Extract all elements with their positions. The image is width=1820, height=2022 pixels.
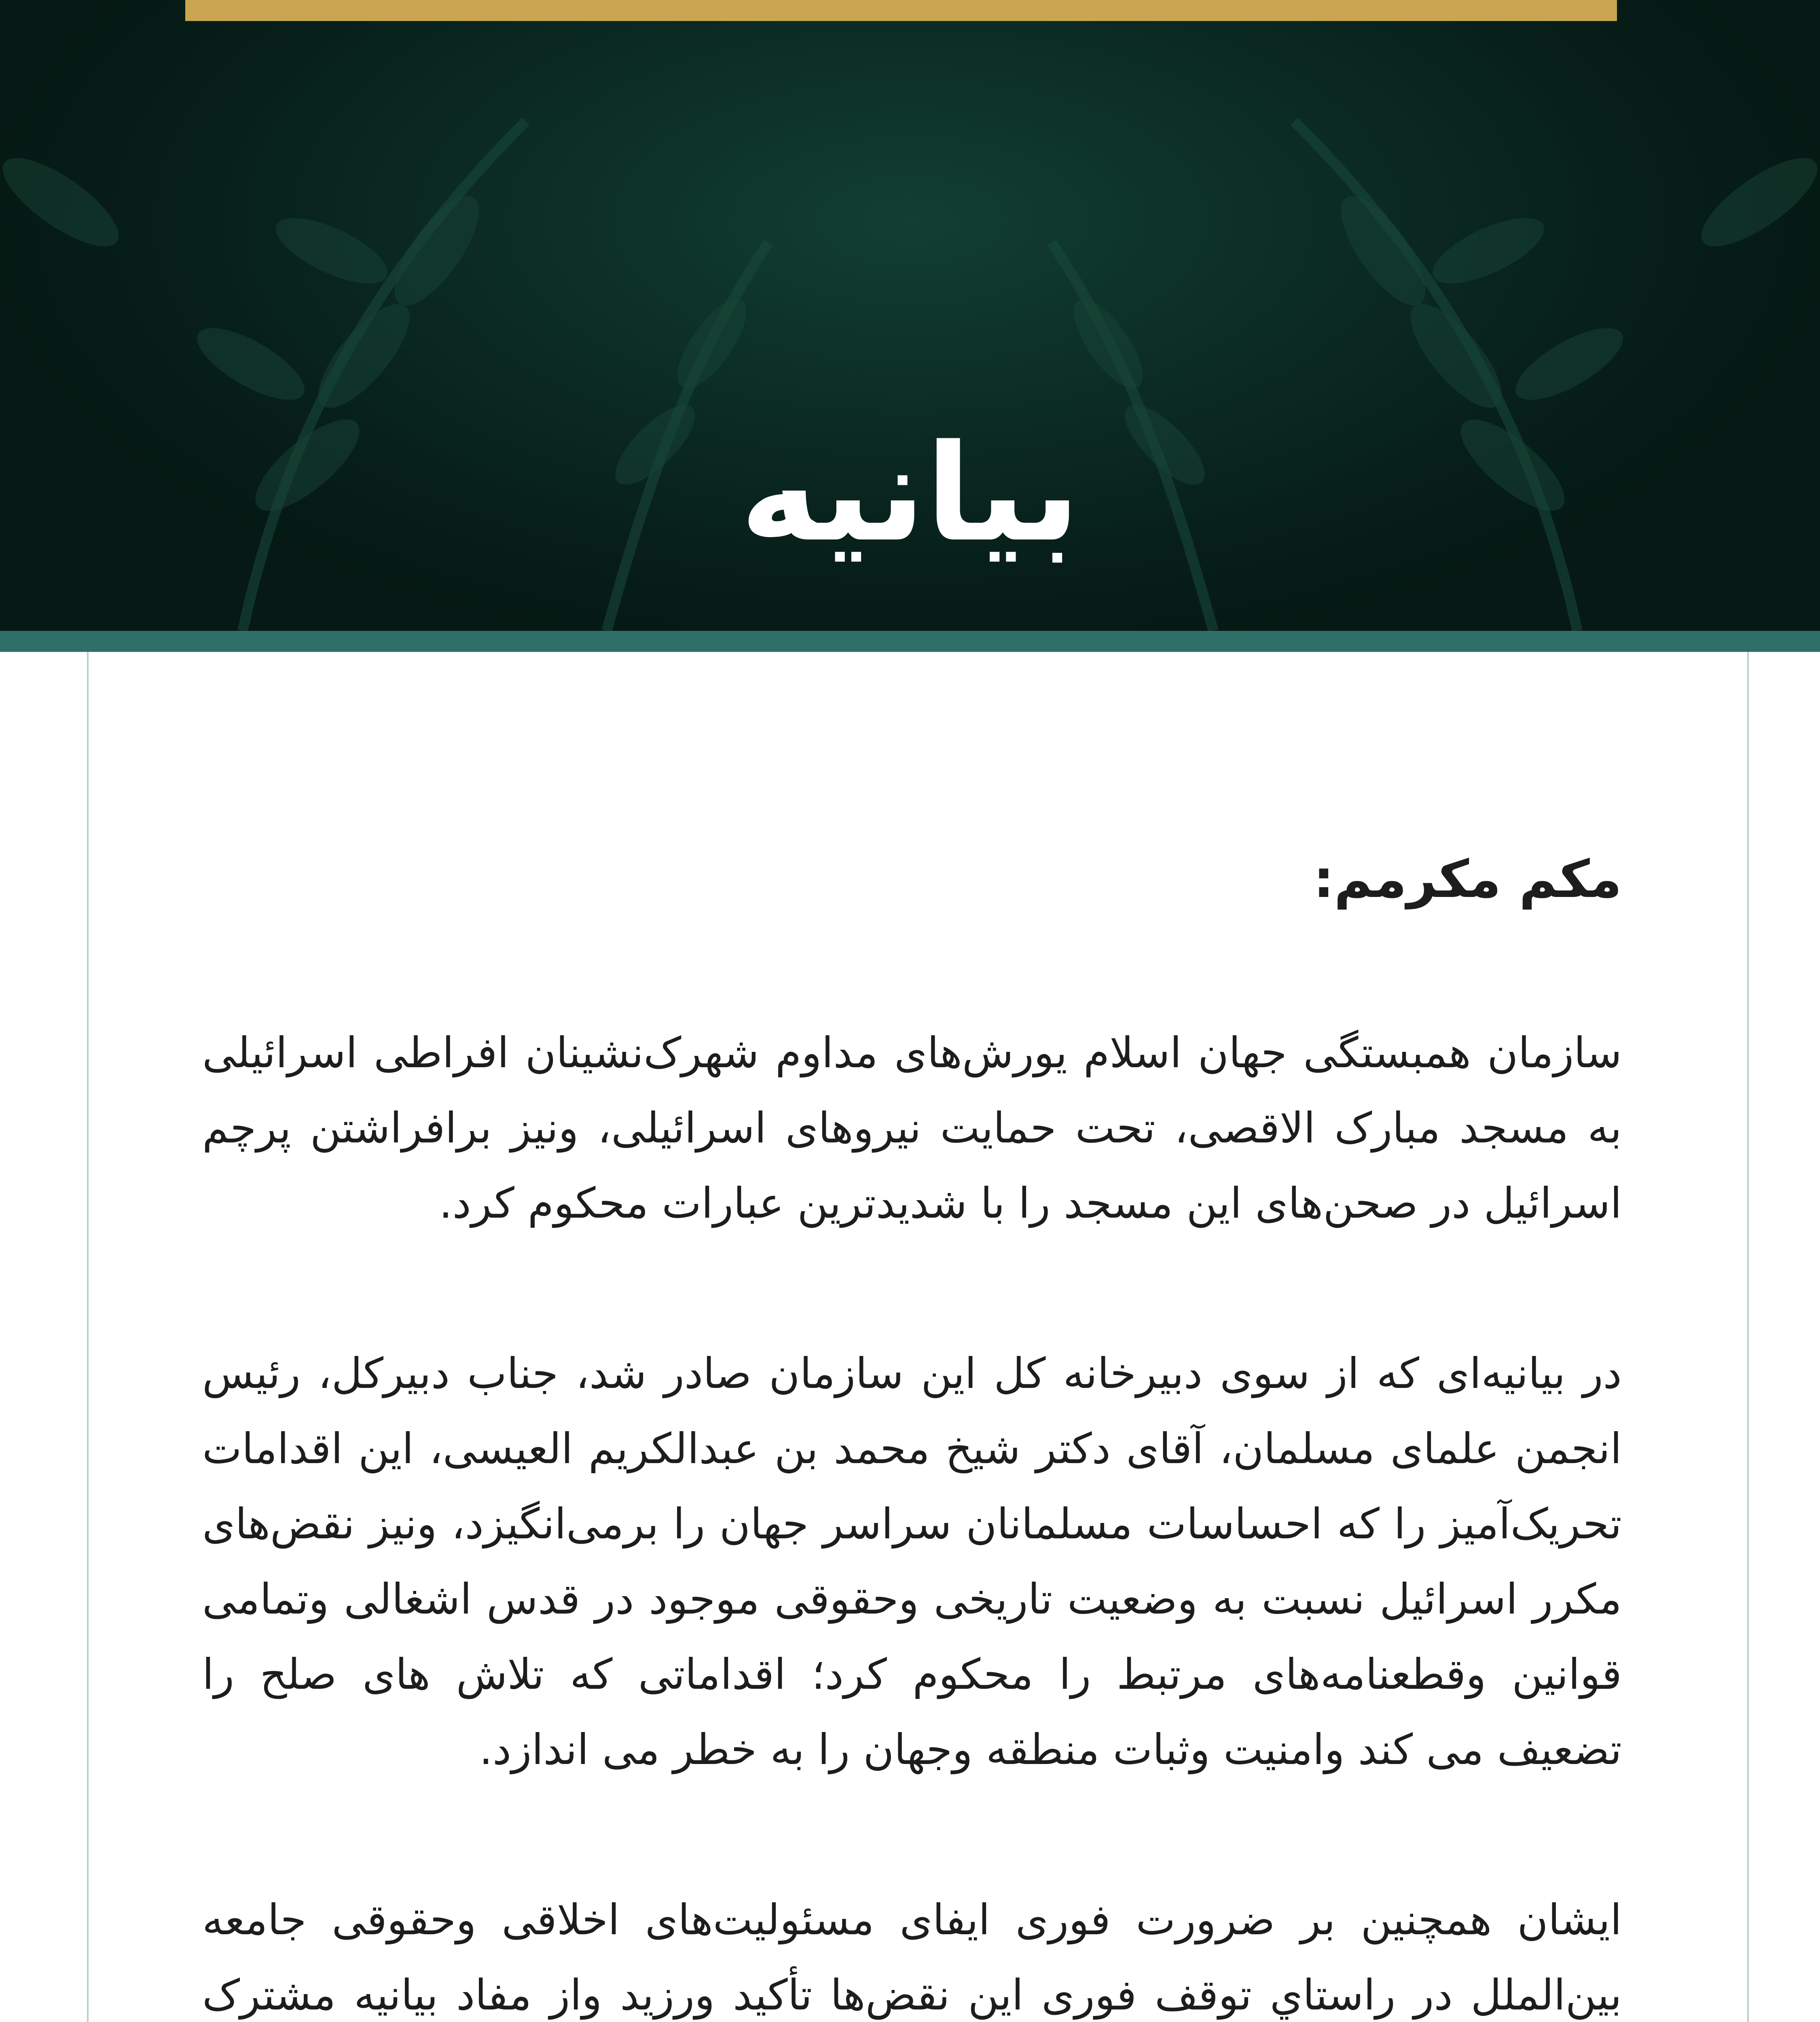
page-title: بيانيه xyxy=(740,416,1080,571)
header-divider-strip xyxy=(0,631,1820,652)
header-banner xyxy=(0,0,1820,631)
gold-top-bar xyxy=(185,0,1617,21)
paragraph-3: ایشان همچنین بر ضرورت فوری ایفای مسئولیت‌های اخلاقی وحقوقی جامعه بین‌الملل در راستاي توقف فوری این نقض‌ها تأکید ورزید واز مفاد بیانیه مشترک xyxy=(202,1895,1622,2020)
frame-line-right xyxy=(1747,652,1749,2022)
salutation: مکم مکرمم: xyxy=(1313,849,1622,909)
statement-body xyxy=(202,841,1622,2022)
paragraph-2: در بیانیه‌ای که از سوی دبیرخانه کل این سازمان صادر شد، جناب دبیرکل، رئیس انجمن علمای مسلمان، آقای دکتر شیخ محمد بن عبدالکریم العیسی، این اقدامات تحریک‌آمیز را که احساسات مسلمانان سراسر جهان را برمی‌انگیزد، ونیز نقض‌های مکرر اسرائیل نسبت به وضعیت تاریخی وحقوقی موجود در قدس اشغالی وتمامی قوانین وقطعنامه‌های مرتبط را محکوم کرد؛ اقداماتی که تلاش های صلح را تضعیف می کند وامنیت وثبات منطقه وجهان را به خطر می اندازد. xyxy=(202,1349,1622,1774)
paragraph-1: سازمان همبستگی جهان اسلام یورش‌های مداوم شهرک‌نشینان افراطی اسرائیلی به مسجد مبارک الاقصی، تحت حمایت نیروهای اسرائیلی، ونیز برافراشتن پرچم اسرائیل در صحن‌های این مسجد را با شدیدترین عبارات محکوم کرد. xyxy=(202,1028,1622,1228)
frame-line-left xyxy=(87,652,89,2022)
